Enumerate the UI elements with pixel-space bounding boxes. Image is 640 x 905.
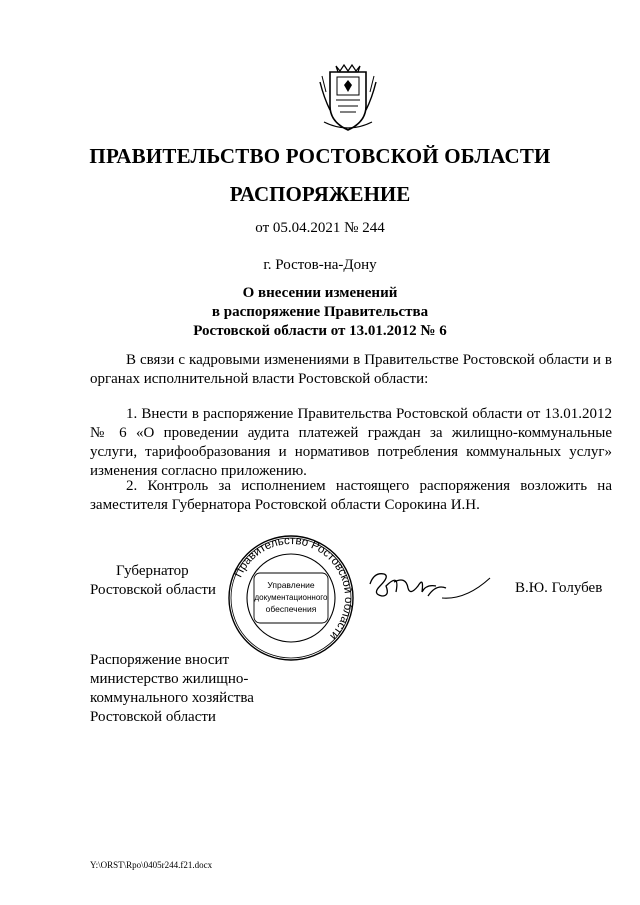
submission-note	[90, 651, 254, 727]
stamp-inner-line-2: документационного	[254, 593, 328, 602]
position-line-2: Ростовской области	[90, 582, 216, 598]
document-type-title: РАСПОРЯЖЕНИЕ	[229, 182, 411, 206]
item-2-paragraph: 2. Контроль за исполнением настоящего распоряжения возложить на заместителя Губернатора Ростовской области Сорокина И.Н.	[90, 478, 612, 513]
signatory-name: В.Ю. Голубев	[515, 580, 603, 596]
coat-of-arms-emblem	[316, 62, 380, 134]
item-1-paragraph: 1. Внести в распоряжение Правительства Ростовской области от 13.01.2012 № 6 «О проведении аудита платежей граждан за жилищно-коммунальные услуги, тарифообразования и нормативов потребления коммунальных услуг» изменения согласно приложению.	[90, 406, 612, 479]
handwritten-signature	[366, 566, 496, 606]
subject-line-3: Ростовской области от 13.01.2012 № 6	[193, 323, 447, 339]
stamp-outer-text: Правительство Ростовской области	[232, 535, 355, 642]
position-line-1: Губернатор	[116, 563, 189, 579]
note-line-3: коммунального хозяйства	[90, 690, 254, 706]
note-line-1: Распоряжение вносит	[90, 652, 230, 668]
official-stamp	[226, 535, 356, 661]
stamp-inner-line-3: обеспечения	[265, 604, 317, 614]
subject-line-2: в распоряжение Правительства	[211, 304, 429, 320]
intro-paragraph: В связи с кадровыми изменениями в Правительстве Ростовской области и в органах исполнительной власти Ростовской области:	[90, 352, 612, 387]
subject-line-1: О внесении изменений	[242, 285, 398, 301]
date-and-number: от 05.04.2021 № 244	[255, 220, 385, 236]
stamp-inner-line-1: Управление	[267, 580, 315, 590]
city: г. Ростов-на-Дону	[263, 257, 377, 273]
file-path-footer: Y:\ORST\Rpo\0405r244.f21.docx	[90, 860, 213, 870]
note-line-4: Ростовской области	[90, 709, 216, 725]
signatory-position	[90, 562, 216, 600]
document-subject	[0, 284, 640, 341]
government-title: ПРАВИТЕЛЬСТВО РОСТОВСКОЙ ОБЛАСТИ	[89, 144, 551, 168]
note-line-2: министерство жилищно-	[90, 671, 249, 687]
